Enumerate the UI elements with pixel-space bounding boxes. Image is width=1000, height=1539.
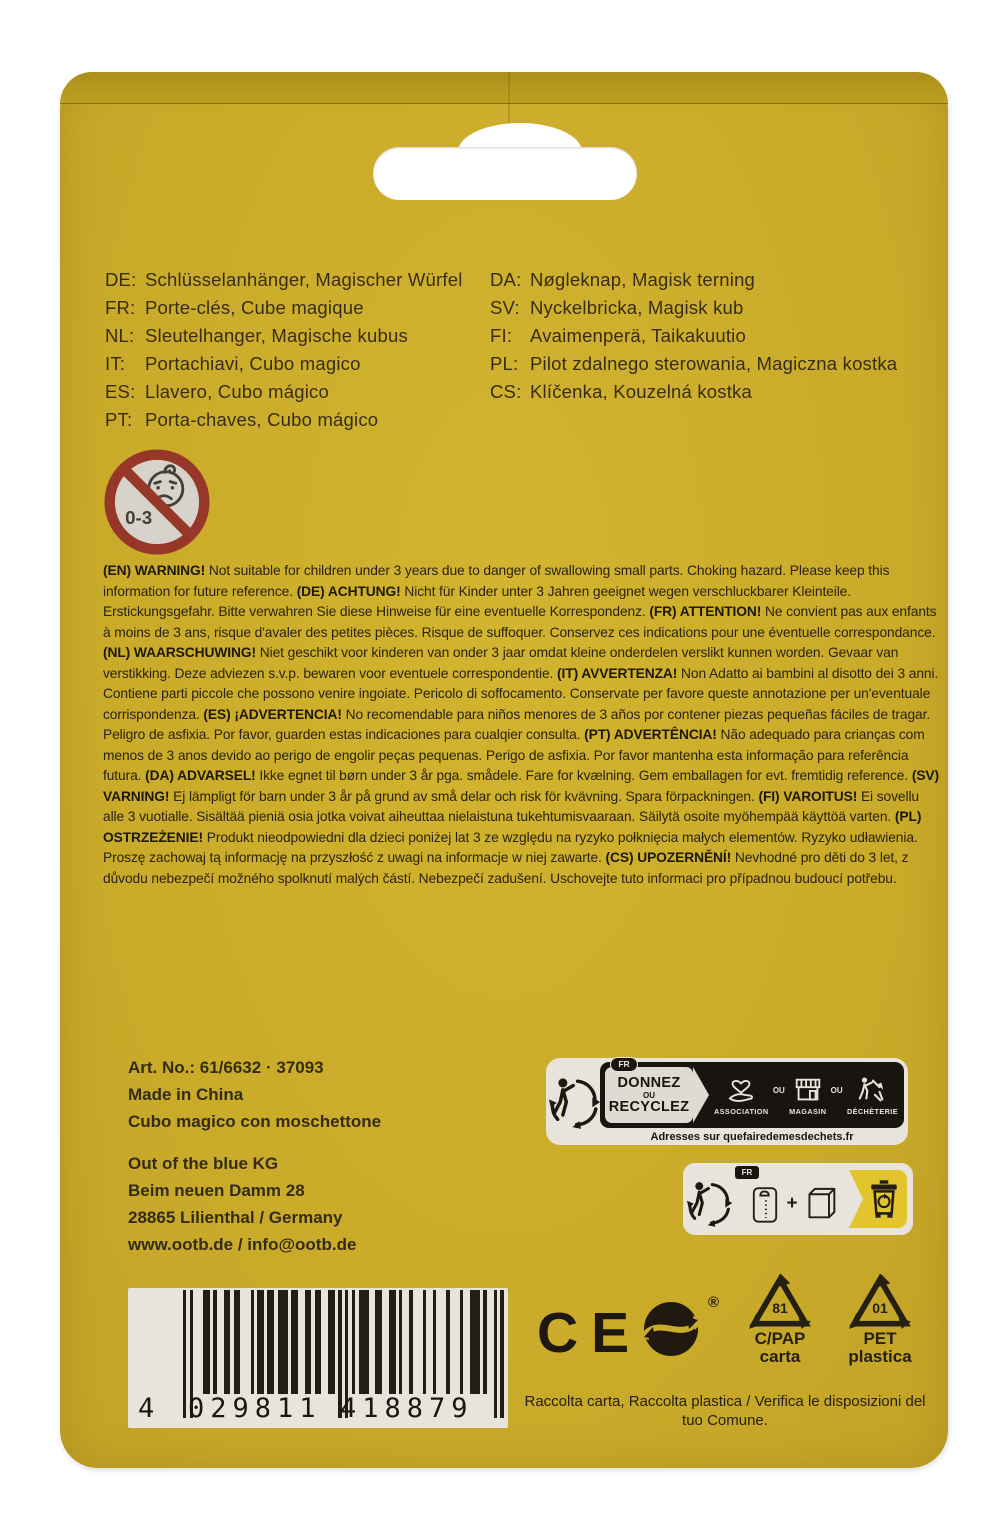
recyclez-label: RECYCLEZ — [608, 1098, 690, 1115]
language-row — [105, 406, 495, 434]
manufacturer-address — [128, 1150, 356, 1258]
material-number: 01 — [872, 1300, 888, 1316]
donnez-label: DONNEZ — [617, 1074, 681, 1091]
blister-card-icon — [751, 1183, 779, 1225]
language-row — [105, 294, 495, 322]
registered-mark: ® — [708, 1294, 720, 1311]
fr-badge: FR — [735, 1166, 759, 1179]
lang-code: IT: — [105, 353, 126, 374]
option-magasin — [789, 1074, 826, 1116]
adresses-footer: Adresses sur quefairedemesdechets.fr — [650, 1131, 854, 1143]
lang-code: NL: — [105, 325, 135, 346]
lang-text: Nøgleknap, Magisk terning — [530, 269, 756, 290]
blister-card-back — [60, 72, 948, 1468]
fr-recycle-label-sorting — [683, 1163, 913, 1235]
dechetterie-label: DÉCHÈTERIE — [846, 1107, 898, 1116]
lang-code: PL: — [490, 353, 519, 374]
option-association — [714, 1074, 769, 1116]
warning-text: (EN) WARNING! Not suitable for children under 3 years due to danger of swallowing small parts. Choking hazard. Please keep this information for future reference. (DE) ACHTUNG! Nicht für Kinder unter 3 Jahren geeignet wegen verschluckbarer Kleinteile. Erstickungsgefahr. Bitte verwahren Sie diese Hinweise für eine eventuelle Korrespondenz. (FR) ATTENTION! Ne convient pas aux enfants à moins de 3 ans, risque d'avaler des petites pièces. Risque de suffoquer. Conservez ces indications pour une éventuelle correspondance. (NL) WAARSCHUWING! Niet geschikt voor kinderen van onder 3 jaar omdat kleine onderdelen verslikt kunnen worden. Gevaar van verstikking. Deze adviezen s.v.p. bewaren voor eventuele correspondentie. (IT) AVVERTENZA! Non Adatto ai bambini al disotto dei 3 anni. Contiene parti piccole che possono venire ingoiate. Pericolo di soffocamento. Conservate per favore queste annotazione per un'eventuale corrispondenza. (ES) ¡ADVERTENCIA! No recomendable para niños menores de 3 años por contener piezas pequeñas fáciles de tragar. Peligro de asfixia. Por favor, guarden estas indicaciones para cualqier consulta. (PT) ADVERTÊNCIA! Não adequado para crianças com menos de 3 anos devido ao perigo de engolir peças pequenas. Perigo de asfixia. Por favor mantenha esta informação para referência futura. (DA) ADVARSEL! Ikke egnet til børn under 3 år pga. smådele. Fare for kvælning. Gem emballagen for evt. fremtidig reference. (SV) VARNING! Ej lämpligt för barn under 3 år på grund av små delar och risk för kvävning. Spara förpackningen. (FI) VAROITUS! Ei sovellu alle 3 vuotialle. Sisältää pieniä osia jotka voivat aiheuttaa nielaistuna tukehtumisvaaraan. Säilytä osoite myöhempää käyttöä varten. (PL) OSTRZEŻENIE! Produkt nieodpowiedni dla dzieci poniżej lat 3 ze względu na ryzyko połknięcia małych elementów. Ryzyko udławienia. Proszę zachowaj tą informację na przyszłość z uwagi na informacje w niej zawarte. (CS) UPOZERNĚNÍ! Nevhodné pro děti do 3 let, z důvodu nebezpečí možného spolknutí malých částí. Nebezpečí zadušení. Uschovejte tuto informaci pro případnou budoucí potřebu. — [103, 563, 940, 886]
blister-shell-icon — [805, 1185, 837, 1223]
lang-text: Porta-chaves, Cubo mágico — [145, 409, 379, 430]
ou-separator: OU — [772, 1085, 785, 1095]
association-label: ASSOCIATION — [714, 1107, 769, 1116]
recycle-options — [714, 1066, 898, 1124]
lang-code: ES: — [105, 381, 136, 402]
age-warning-icon — [102, 447, 212, 557]
language-list-right — [490, 266, 940, 406]
barcode-digits: 418879 — [340, 1393, 474, 1424]
barcode-digits: 4 — [138, 1393, 155, 1424]
recycling-triangle-icon — [849, 1274, 911, 1330]
heart-in-hand-icon — [725, 1074, 757, 1106]
lang-code: FR: — [105, 297, 136, 318]
recycling-person-icon — [856, 1074, 888, 1106]
language-row — [490, 322, 940, 350]
lang-text: Sleutelhanger, Magische kubus — [145, 325, 408, 346]
disposal-note-line: tuo Comune. — [682, 1412, 768, 1429]
address-line: Beim neuen Damm 28 — [128, 1181, 305, 1200]
lang-text: Llavero, Cubo mágico — [145, 381, 329, 402]
chevron-tip — [693, 1067, 709, 1123]
material-name: carta — [759, 1347, 801, 1366]
lang-code: FI: — [490, 325, 513, 346]
lang-code: DE: — [105, 269, 137, 290]
donate-recycle-panel — [600, 1059, 904, 1128]
recycling-triangle-icon — [749, 1274, 811, 1330]
disposal-note-line: Raccolta carta, Raccolta plastica / Verifica le disposizioni del — [524, 1393, 926, 1410]
triman-icon — [549, 1074, 601, 1130]
product-desc: Cubo magico con moschettone — [128, 1112, 382, 1131]
barcode-digits: 029811 — [188, 1393, 322, 1424]
fr-recycle-label-donate — [546, 1058, 908, 1145]
lang-text: Portachiavi, Cubo magico — [145, 353, 361, 374]
green-dot-icon — [638, 1296, 704, 1362]
address-line: www.ootb.de / info@ootb.de — [128, 1235, 357, 1254]
language-row — [105, 322, 495, 350]
option-dechetterie — [847, 1074, 898, 1116]
language-row — [490, 294, 940, 322]
disposal-note — [515, 1392, 935, 1430]
language-row — [105, 350, 495, 378]
lang-text: Klíčenka, Kouzelná kostka — [530, 381, 752, 402]
lang-text: Schlüsselanhänger, Magischer Würfel — [145, 269, 463, 290]
lang-text: Pilot zdalnego sterowania, Magiczna kostka — [530, 353, 898, 374]
product-info — [128, 1054, 381, 1135]
address-line: 28865 Lilienthal / Germany — [128, 1208, 343, 1227]
triman-icon — [687, 1178, 733, 1228]
packaging-parts — [735, 1179, 853, 1229]
lang-text: Nyckelbricka, Magisk kub — [530, 297, 744, 318]
card-top-fold — [60, 72, 948, 104]
material-number: 81 — [772, 1300, 788, 1316]
ou-label: OU — [643, 1090, 655, 1100]
plus-sign: + — [786, 1193, 798, 1214]
storefront-icon — [792, 1074, 824, 1106]
lang-code: SV: — [490, 297, 520, 318]
lang-code: DA: — [490, 269, 522, 290]
language-row — [105, 378, 495, 406]
euro-hang-slot — [373, 147, 637, 200]
art-no: Art. No.: 61/6632 · 37093 — [128, 1058, 324, 1077]
lang-text: Porte-clés, Cube magique — [145, 297, 364, 318]
donnez-recyclez-box — [605, 1067, 693, 1123]
address-line: Out of the blue KG — [128, 1154, 279, 1173]
language-row — [105, 266, 495, 294]
language-list-left — [105, 266, 495, 434]
ou-separator: OU — [830, 1085, 843, 1095]
fr-badge: FR — [610, 1057, 638, 1072]
lang-code: CS: — [490, 381, 522, 402]
recycle-bin-icon — [867, 1178, 901, 1220]
language-row — [490, 266, 940, 294]
recycling-code-plastic — [838, 1274, 922, 1366]
lang-text: Avaimenperä, Taikakuutio — [530, 325, 746, 346]
barcode — [128, 1288, 508, 1428]
made-in: Made in China — [128, 1085, 244, 1104]
sorting-bin-chevron — [849, 1170, 907, 1228]
language-row — [490, 378, 940, 406]
recycling-code-paper — [740, 1274, 820, 1366]
language-row — [490, 350, 940, 378]
material-code: PET — [863, 1329, 897, 1348]
age-range-label: 0-3 — [125, 507, 153, 528]
ce-mark: CE — [537, 1301, 643, 1365]
lang-code: PT: — [105, 409, 133, 430]
magasin-label: MAGASIN — [789, 1107, 827, 1116]
material-name: plastica — [848, 1347, 912, 1366]
material-code: C/PAP — [754, 1329, 806, 1348]
